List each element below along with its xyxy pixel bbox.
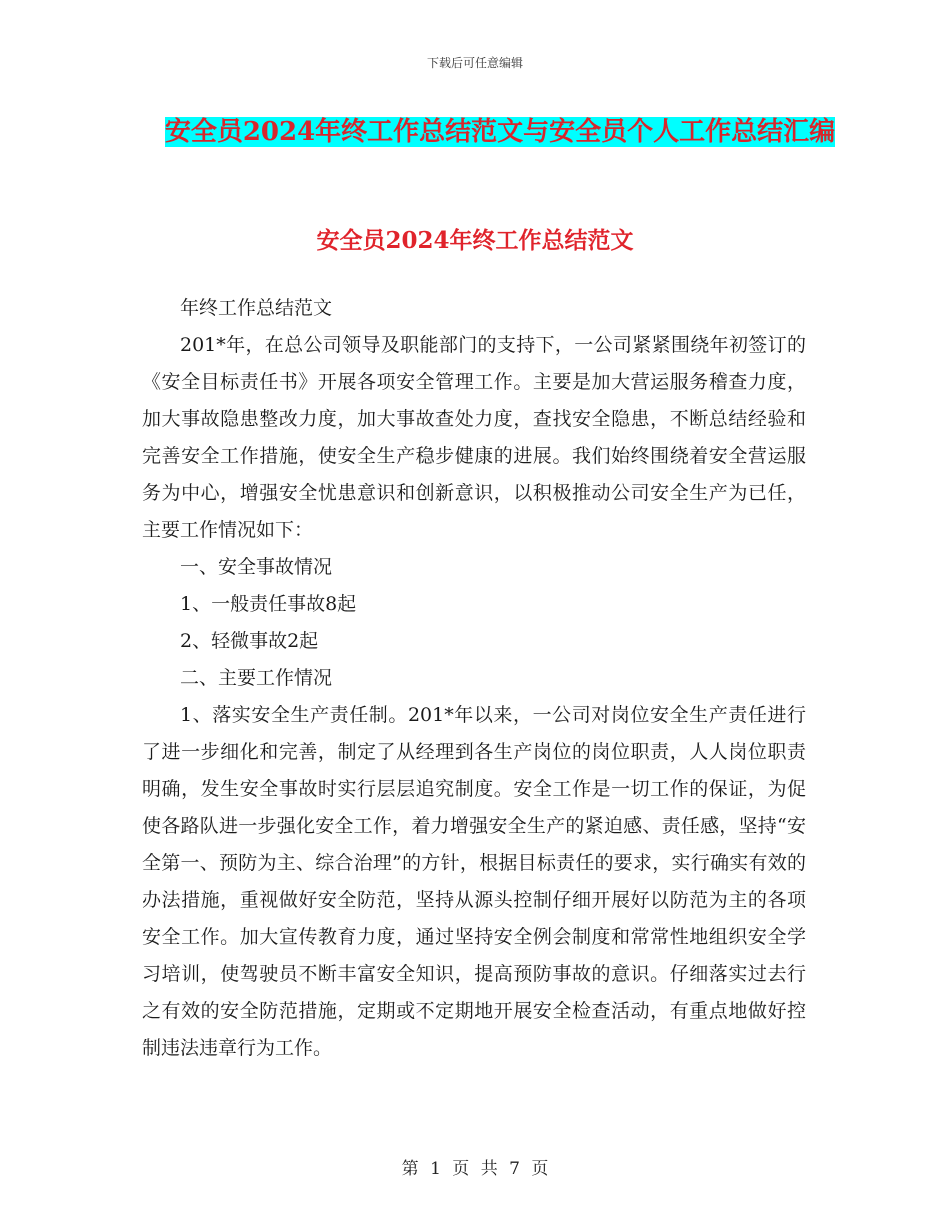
document-title-text: 安全员2024年终工作总结范文与安全员个人工作总结汇编 (164, 117, 836, 147)
document-title (130, 108, 870, 156)
paragraph: 1、一般责任事故8起 (180, 593, 357, 615)
paragraph: 2、轻微事故2起 (180, 630, 319, 652)
document-body (142, 290, 806, 1067)
page-footer: 第 1 页 共 7 页 (401, 1159, 549, 1179)
paragraph: 1、落实安全生产责任制。201*年以来，一公司对岗位安全生产责任进行了进一步细化和完善，制定了从经理到各生产岗位的岗位职责，人人岗位职责明确，发生安全事故时实行层层追究制度。安全工作是一切工作的保证，为促使各路队进一步强化安全工作，着力增强安全生产的紧迫感、责任感，坚持“安全第一、预防为主、综合治理”的方针，根据目标责任的要求，实行确实有效的办法措施，重视做好安全防范，坚持从源头控制仔细开展好以防范为主的各项安全工作。加大宣传教育力度，通过坚持安全例会制度和常常性地组织安全学习培训，使驾驶员不断丰富安全知识，提高预防事故的意识。仔细落实过去行之有效的安全防范措施，定期或不定期地开展安全检查活动，有重点地做好控制违法违章行为工作。 (142, 704, 806, 1059)
header-note: 下载后可任意编辑 (426, 56, 523, 70)
section-title: 安全员2024年终工作总结范文 (316, 227, 634, 254)
paragraph: 年终工作总结范文 (180, 297, 333, 319)
paragraph: 二、主要工作情况 (180, 667, 333, 689)
paragraph: 201*年，在总公司领导及职能部门的支持下，一公司紧紧围绕年初签订的《安全目标责任书》开展各项安全管理工作。主要是加大营运服务稽查力度，加大事故隐患整改力度，加大事故查处力度，查找安全隐患，不断总结经验和完善安全工作措施，使安全生产稳步健康的进展。我们始终围绕着安全营运服务为中心，增强安全忧患意识和创新意识，以积极推动公司安全生产为已任，主要工作情况如下： (142, 334, 806, 541)
paragraph: 一、安全事故情况 (180, 556, 333, 578)
